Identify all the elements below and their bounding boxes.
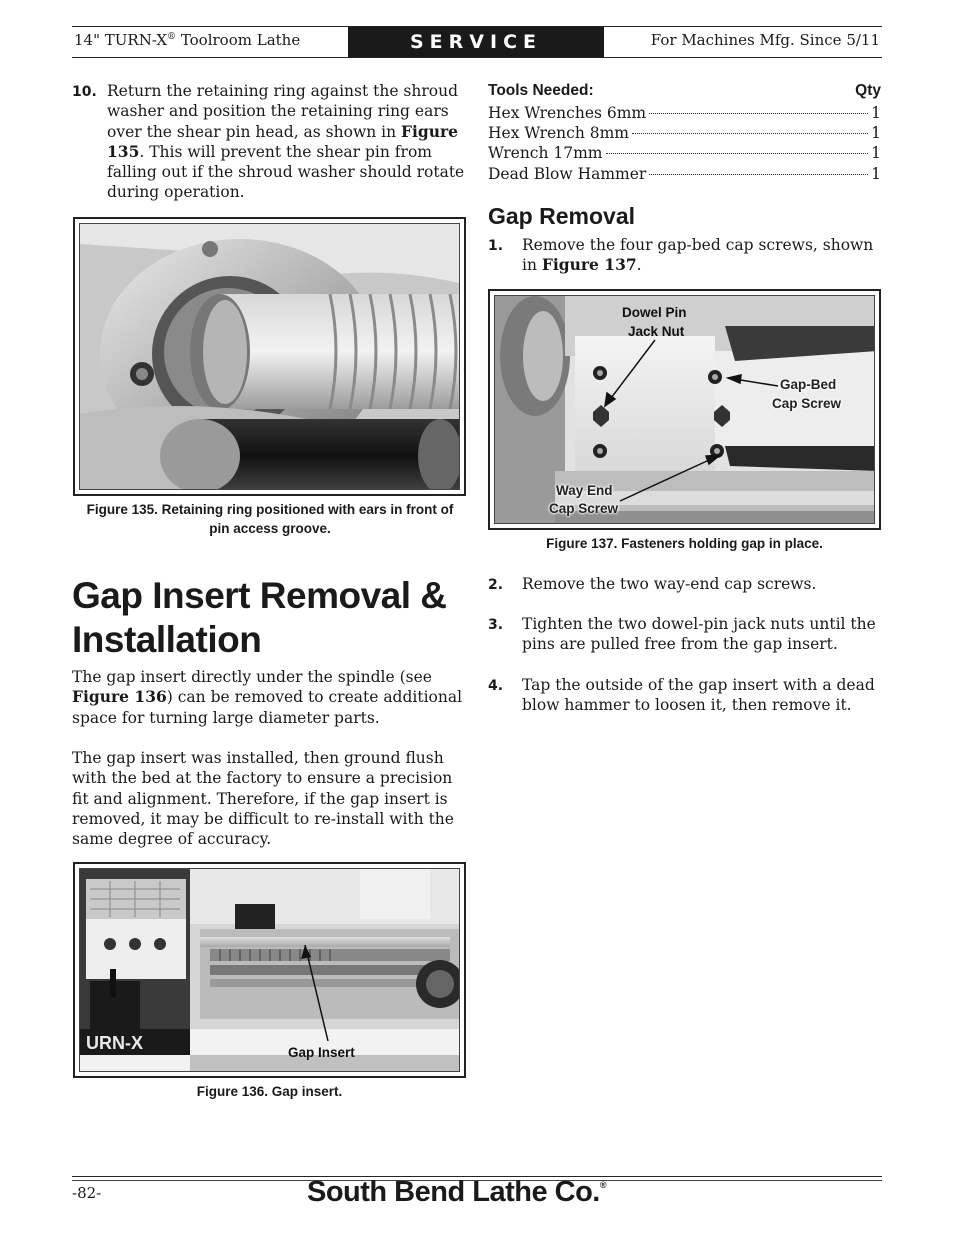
tools-needed-title: Tools Needed: (488, 82, 594, 99)
page-header (72, 26, 882, 58)
tool-row: Hex Wrenches 6mm 1 (488, 104, 881, 122)
tools-needed-header (488, 82, 881, 100)
step-4-number: 4. (488, 678, 504, 694)
figure-135-ref: Figure 135 (107, 121, 459, 161)
south-bend-logo: South Bend Lathe Co.® (306, 1176, 606, 1208)
figure-137-caption: Figure 137. Fasteners holding gap in place. (546, 536, 823, 551)
header-section-title: SERVICE (348, 27, 604, 57)
step-2-number: 2. (488, 577, 504, 593)
tool-row: Wrench 17mm 1 (488, 144, 881, 162)
dowel-pin-label: Dowel Pin (622, 305, 687, 320)
header-model: 14" TURN-X® Toolroom Lathe (74, 31, 301, 49)
section-heading-gap-removal: Gap Removal (488, 203, 635, 229)
section-heading-gap-insert: Gap Insert Removal & Installation (72, 575, 447, 660)
figure-136-ref: Figure 136 (72, 687, 167, 707)
figure-137-frame (488, 289, 881, 530)
gap-insert-illustration (80, 869, 460, 1072)
step-2-text: Remove the two way-end cap screws. (522, 575, 817, 593)
step-10-number: 10. (72, 84, 97, 100)
figure-137-ref: Figure 137 (541, 255, 637, 275)
gap-insert-paragraph-2: The gap insert was installed, then ground flush with the bed at the factory to ensure a precision fit and alignment. Therefore, if the gap insert is removed, it may be difficult to re-install with the same degree of accuracy. (72, 749, 454, 849)
step-1-text: Remove the four gap-bed cap screws, shown in Figure 137. (522, 236, 874, 275)
tool-row: Dead Blow Hammer 1 (488, 165, 881, 183)
gap-bed-cap-screw-label: Cap Screw (772, 396, 842, 411)
gap-bed-label: Gap-Bed (780, 377, 837, 392)
figure-136-caption: Figure 136. Gap insert. (196, 1084, 343, 1099)
way-end-cap-screw-label: Cap Screw (549, 501, 619, 516)
tool-row: Hex Wrench 8mm 1 (488, 124, 881, 142)
turn-x-bed-logo: URN-X (86, 1033, 143, 1053)
retaining-ring-illustration (80, 224, 460, 490)
figure-137-photo (494, 295, 875, 524)
step-3-text: Tighten the two dowel-pin jack nuts until the pins are pulled free from the gap insert. (522, 615, 876, 654)
figure-135-photo (79, 223, 460, 490)
figure-136-frame (73, 862, 466, 1078)
header-machine-date: For Machines Mfg. Since 5/11 (650, 31, 880, 49)
figure-135-frame (73, 217, 466, 496)
way-end-label: Way End (556, 483, 613, 498)
step-10-text: Return the retaining ring against the shroud washer and position the retaining ring ears over the shear pin head, as shown in Figure 135. This will prevent the shear pin from falling out if the shroud washer should rotate during operation. (107, 82, 465, 202)
gap-insert-label: Gap Insert (288, 1045, 355, 1060)
step-3-number: 3. (488, 617, 504, 633)
tools-qty-header: Qty (855, 82, 881, 99)
step-1-number: 1. (488, 238, 504, 254)
figure-136-photo (79, 868, 460, 1072)
step-4-text: Tap the outside of the gap insert with a dead blow hammer to loosen it, then remove it. (522, 676, 875, 715)
page-number: -82- (72, 1184, 102, 1202)
figure-135-caption: Figure 135. Retaining ring positioned with ears in front of pin access groove. (86, 502, 454, 536)
gap-insert-paragraph-1: The gap insert directly under the spindle (see Figure 136) can be removed to create additional space for turning large diameter parts. (72, 668, 463, 727)
jack-nut-label: Jack Nut (628, 324, 685, 339)
